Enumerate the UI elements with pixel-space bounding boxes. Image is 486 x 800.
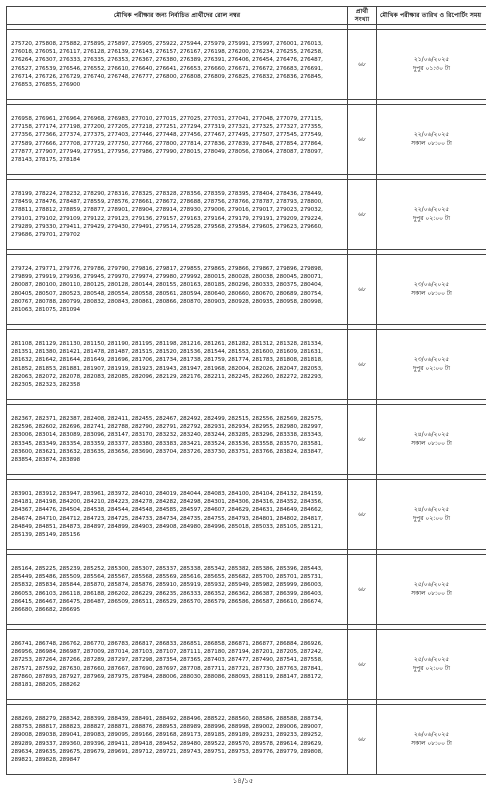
viva-date: ২৬/০৬/২০২৫	[413, 731, 450, 738]
viva-date: ২৪/০৬/২০২৫	[413, 506, 450, 513]
reporting-time: সকাল ০৮:০০ টা	[411, 289, 452, 297]
roll-numbers: 276958, 276961, 276964, 276968, 276983, 277010, 277015, 277025, 277031, 277041, 277048, 277079, 277115, 277158, 277174, 277198, 277200, 277205, 277218, 277251, 277294, 277319, 277321, 277325, 277327, 277355, 277356, 277366, 277374, 277375, 277403, 277446, 277448, 277456, 277467, 277495, 277507, 277545, 277549, 277589, 277666, 277708, 277729, 277750, 277766, 277800, 277814, 277836, 277839, 277848, 277854, 277864, 277877, 277907, 277949, 277951, 277956, 277986, 277990, 278015, 278049, 278056, 278064, 278087, 278097, 278143, 278175, 278184	[7, 105, 348, 175]
roll-numbers: 279724, 279771, 279776, 279786, 279790, 279816, 279817, 279855, 279865, 279866, 279867, 279896, 279898, 279899, 279919, 279936, 279945, 279970, 279974, 279980, 279992, 280015, 280028, 280038, 280045, 280071, 280087, 280100, 280110, 280125, 280128, 280144, 280155, 280163, 280185, 280296, 280333, 280375, 280404, 280405, 280507, 280523, 280548, 280554, 280558, 280561, 280594, 280640, 280660, 280670, 280689, 280754, 280767, 280788, 280799, 280832, 280843, 280861, 280866, 280870, 280903, 280928, 280935, 280958, 280998, 281063, 281075, 281094	[7, 255, 348, 325]
schedule-cell	[377, 630, 486, 700]
viva-date: ২৩/০৬/২০২৫	[413, 281, 450, 288]
reporting-time: সকাল ০৮:০০ টা	[411, 589, 452, 597]
candidate-count: ৬৮	[348, 555, 377, 625]
schedule-cell	[377, 330, 486, 400]
candidate-count: ৬৮	[348, 705, 377, 775]
table-row	[7, 255, 486, 325]
viva-date: ২২/০৬/২০২৫	[413, 131, 450, 138]
viva-date: ২২/০৬/২০২৫	[413, 206, 450, 213]
schedule-cell	[377, 705, 486, 775]
schedule-cell	[377, 105, 486, 175]
table-row	[7, 180, 486, 250]
table-row	[7, 555, 486, 625]
roll-table	[6, 6, 486, 775]
candidate-count: ৬৮	[348, 105, 377, 175]
reporting-time: সকাল ০৮:০০ টা	[411, 439, 452, 447]
candidate-count: ৬৮	[348, 630, 377, 700]
table-row	[7, 405, 486, 475]
candidate-count: ৬৮	[348, 180, 377, 250]
table-row	[7, 30, 486, 100]
reporting-time: দুপুর ০১:৩০ টা	[413, 64, 450, 72]
viva-date: ২৫/০৬/২০২৫	[413, 656, 450, 663]
roll-numbers: 286741, 286748, 286762, 286770, 286783, 286817, 286833, 286851, 286858, 286871, 286877, 286884, 286926, 286956, 286984, 286987, 287009, 287014, 287103, 287107, 287111, 287180, 287194, 287201, 287205, 287242, 287253, 287264, 287266, 287289, 287297, 287298, 287354, 287365, 287403, 287477, 287490, 287541, 287558, 287571, 287592, 287630, 287660, 287667, 287690, 287697, 287708, 287711, 287721, 287730, 287763, 287841, 287860, 287893, 287927, 287969, 287975, 287984, 288006, 288030, 288086, 288093, 288119, 288147, 288172, 288181, 288205, 288262	[7, 630, 348, 700]
reporting-time: দুপুর ০২:০০ টা	[413, 514, 450, 522]
reporting-time: সকাল ০৮:০০ টা	[411, 139, 452, 147]
candidate-count: ৬৮	[348, 480, 377, 550]
table-row	[7, 330, 486, 400]
header-schedule: মৌখিক পরীক্ষার তারিখ ও রিপোর্টিং সময়	[377, 7, 486, 25]
candidate-count: ৬৮	[348, 30, 377, 100]
reporting-time: দুপুর ০২:০০ টা	[413, 364, 450, 372]
roll-numbers: 281108, 281129, 281130, 281150, 281190, 281195, 281198, 281216, 281261, 281282, 281312, 281328, 281334, 281351, 281380, 281421, 281478, 281487, 281515, 281520, 281536, 281544, 281553, 281600, 281609, 281631, 281632, 281642, 281644, 281649, 281696, 281706, 281734, 281738, 281759, 281774, 281783, 281808, 281818, 281852, 281853, 281881, 281907, 281919, 281923, 281943, 281947, 281968, 282004, 282026, 282047, 282053, 282063, 282072, 282078, 282083, 282085, 282096, 282129, 282176, 282211, 282245, 282260, 282272, 282293, 282305, 282323, 282358	[7, 330, 348, 400]
reporting-time: দুপুর ০২:০০ টা	[413, 664, 450, 672]
roll-numbers: 288269, 288279, 288342, 288399, 288439, 288491, 288492, 288496, 288522, 288560, 288586, 288588, 288734, 288753, 288817, 288823, 288827, 288871, 288876, 288953, 288989, 288996, 288998, 289002, 289006, 289007, 289008, 289038, 289041, 289083, 289095, 289166, 289168, 289173, 289185, 289189, 289231, 289233, 289252, 289289, 289337, 289360, 289396, 289411, 289418, 289452, 289480, 289522, 289570, 289578, 289614, 289629, 289634, 289635, 289675, 289679, 289691, 289712, 289721, 289743, 289751, 289753, 289776, 289779, 289808, 289821, 289828, 289847	[7, 705, 348, 775]
table-row	[7, 705, 486, 775]
roll-numbers: 282367, 282371, 282387, 282408, 282411, 282455, 282467, 282492, 282499, 282515, 282556, 282569, 282575, 282596, 282602, 282696, 282741, 282788, 282790, 282791, 282792, 282931, 282934, 282955, 282980, 282997, 283006, 283014, 283089, 283096, 283147, 283170, 283232, 283240, 283244, 283285, 283296, 283338, 283343, 283345, 283349, 283354, 283359, 283377, 283380, 283383, 283421, 283524, 283536, 283558, 283570, 283581, 283600, 283621, 283632, 283635, 283656, 283690, 283704, 283726, 283730, 283751, 283766, 283824, 283847, 283854, 283874, 283898	[7, 405, 348, 475]
roll-numbers: 275720, 275808, 275882, 275895, 275897, 275905, 275922, 275944, 275979, 275991, 275997, 276001, 276013, 276018, 276051, 276117, 276128, 276139, 276143, 276157, 276167, 276198, 276200, 276234, 276255, 276258, 276264, 276307, 276333, 276335, 276353, 276367, 276380, 276389, 276391, 276406, 276454, 276476, 276487, 276527, 276539, 276546, 276552, 276610, 276640, 276641, 276653, 276660, 276671, 276672, 276683, 276691, 276714, 276726, 276729, 276740, 276748, 276777, 276800, 276808, 276809, 276825, 276832, 276836, 276845, 276853, 276855, 276900	[7, 30, 348, 100]
roll-numbers: 278199, 278224, 278232, 278290, 278316, 278325, 278328, 278356, 278359, 278395, 278404, 278436, 278449, 278459, 278476, 278487, 278559, 278576, 278661, 278672, 278688, 278756, 278766, 278787, 278793, 278800, 278811, 278812, 278859, 278877, 278901, 278904, 278914, 278930, 279006, 279016, 279017, 279023, 279032, 279101, 279102, 279109, 279122, 279123, 279136, 279157, 279163, 279164, 279179, 279191, 279209, 279224, 279289, 279330, 279411, 279429, 279430, 279491, 279514, 279528, 279568, 279584, 279605, 279623, 279660, 279686, 279701, 279702	[7, 180, 348, 250]
table-body	[7, 25, 486, 775]
schedule-cell	[377, 30, 486, 100]
table-row	[7, 480, 486, 550]
schedule-cell	[377, 405, 486, 475]
viva-date: ২৪/০৬/২০২৫	[413, 431, 450, 438]
header-count: প্রার্থী সংখ্যা	[348, 7, 377, 25]
viva-date: ২১/০৬/২০২৫	[413, 56, 450, 63]
candidate-count: ৬৮	[348, 330, 377, 400]
reporting-time: সকাল ০৮:০০ টা	[411, 739, 452, 747]
candidate-count: ৬৮	[348, 405, 377, 475]
roll-numbers: 283901, 283912, 283947, 283961, 283972, 284010, 284019, 284044, 284083, 284100, 284104, 284132, 284159, 284181, 284198, 284200, 284210, 284223, 284278, 284282, 284298, 284301, 284306, 284316, 284352, 284356, 284367, 284476, 284504, 284538, 284544, 284548, 284585, 284597, 284607, 284629, 284631, 284649, 284662, 284674, 284710, 284712, 284723, 284725, 284733, 284734, 284735, 284755, 284793, 284801, 284802, 284817, 284849, 284851, 284873, 284897, 284899, 284903, 284908, 284980, 284996, 285018, 285033, 285105, 285121, 285139, 285149, 285156	[7, 480, 348, 550]
schedule-cell	[377, 480, 486, 550]
header-rolls: মৌখিক পরীক্ষার জন্য নির্বাচিত প্রার্থীদের রোল নম্বর	[7, 7, 348, 25]
viva-date: ২৫/০৬/২০২৫	[413, 581, 450, 588]
candidate-count: ৬৮	[348, 255, 377, 325]
roll-numbers: 285164, 285225, 285239, 285252, 285300, 285307, 285337, 285338, 285342, 285382, 285386, 285396, 285443, 285449, 285486, 285509, 285564, 285567, 285568, 285569, 285616, 285655, 285682, 285700, 285701, 285731, 285832, 285834, 285844, 285870, 285874, 285876, 285910, 285919, 285932, 285949, 285982, 285999, 286003, 286053, 286103, 286118, 286188, 286202, 286229, 286235, 286333, 286352, 286362, 286387, 286399, 286403, 286415, 286467, 286475, 286487, 286509, 286511, 286529, 286570, 286579, 286586, 286587, 286610, 286674, 286680, 286682, 286695	[7, 555, 348, 625]
schedule-cell	[377, 555, 486, 625]
table-row	[7, 630, 486, 700]
viva-date: ২৩/০৬/২০২৫	[413, 356, 450, 363]
table-header-row	[7, 7, 486, 25]
results-sheet	[6, 6, 480, 775]
schedule-cell	[377, 180, 486, 250]
reporting-time: দুপুর ০২:০০ টা	[413, 214, 450, 222]
schedule-cell	[377, 255, 486, 325]
page-number: ১৪/১৫	[232, 777, 254, 785]
table-row	[7, 105, 486, 175]
